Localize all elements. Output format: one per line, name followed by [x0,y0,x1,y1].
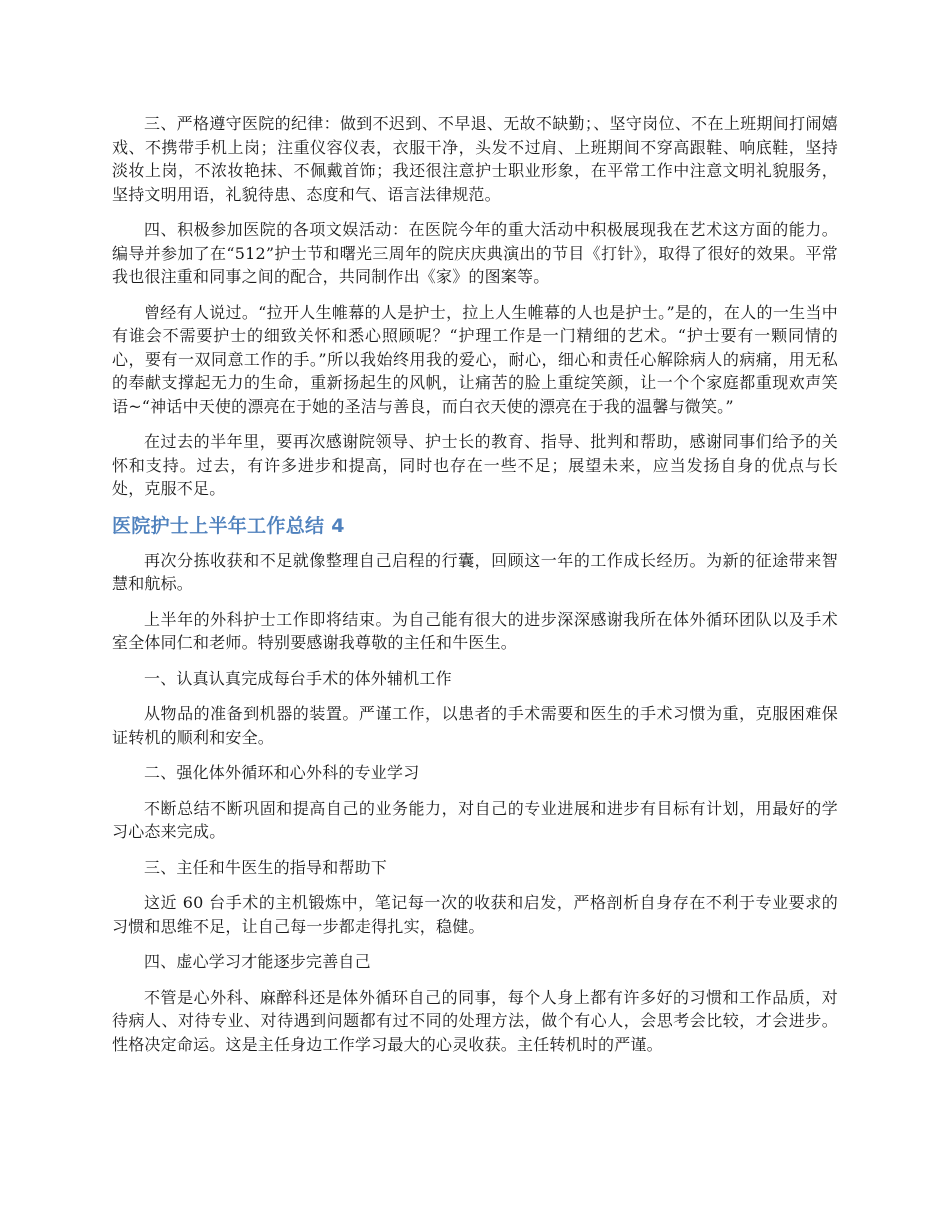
section-heading: 医院护士上半年工作总结 4 [112,514,345,537]
list-item-heading: 三、主任和牛医生的指导和帮助下 [144,857,388,877]
list-item-heading: 四、虚心学习才能逐步完善自己 [144,952,371,971]
paragraph: 从物品的准备到机器的装置。严谨工作，以患者的手术需要和医生的手术习惯为重，克服困难保证转机的顺利和安全。 [112,704,838,747]
document-page [112,112,838,1068]
paragraph: 上半年的外科护士工作即将结束。为自己能有很大的进步深深感谢我所在体外循环团队以及手术室全体同仁和老师。特别要感谢我尊敬的主任和牛医生。 [112,609,838,652]
list-item-heading: 二、强化体外循环和心外科的专业学习 [144,763,420,782]
paragraph: 这近 60 台手术的主机锻炼中，笔记每一次的收获和启发，严格剖析自身存在不利于专业要求的习惯和思维不足，让自己每一步都走得扎实，稳健。 [112,893,838,936]
paragraph: 四、积极参加医院的各项文娱活动：在医院今年的重大活动中积极展现我在艺术这方面的能力。编导并参加了在“512”护士节和曙光三周年的院庆庆典演出的节目《打针》，取得了很好的效果。平常我也很注重和同事之间的配合，共同制作出《家》的图案等。 [112,220,838,286]
list-item-heading: 一、认真认真完成每台手术的体外辅机工作 [144,668,452,688]
paragraph: 不管是心外科、麻醉科还是体外循环自己的同事，每个人身上都有许多好的习惯和工作品质，对待病人、对待专业、对待遇到问题都有过不同的处理方法，做个有心人，会思考会比较，才会进步。性格决定命运。这是主任身边工作学习最大的心灵收获。主任转机时的严谨。 [112,987,838,1054]
paragraph: 曾经有人说过。“拉开人生帷幕的人是护士，拉上人生帷幕的人也是护士。”是的，在人的一生当中有谁会不需要护士的细致关怀和悉心照顾呢？“护理工作是一门精细的艺术。“护士要有一颗同情的心，要有一双同意工作的手。”所以我始终用我的爱心，耐心，细心和责任心解除病人的病痛，用无私的奉献支撑起无力的生命，重新扬起生的风帆，让痛苦的脸上重绽笑颜，让一个个家庭都重现欢声笑语~“神话中天使的漂亮在于她的圣洁与善良，而白衣天使的漂亮在于我的温馨与微笑。” [112,302,838,416]
paragraph: 不断总结不断巩固和提高自己的业务能力，对自己的专业进展和进步有目标有计划，用最好的学习心态来完成。 [112,798,838,841]
paragraph: 在过去的半年里，要再次感谢院领导、护士长的教育、指导、批判和帮助，感谢同事们给予的关怀和支持。过去，有许多进步和提高，同时也存在一些不足；展望未来，应当发扬自身的优点与长处，克服不足。 [112,432,838,498]
paragraph: 再次分拣收获和不足就像整理自己启程的行囊，回顾这一年的工作成长经历。为新的征途带来智慧和航标。 [112,550,838,593]
paragraph: 三、严格遵守医院的纪律：做到不迟到、不早退、无故不缺勤；、坚守岗位、不在上班期间打闹嬉戏、不携带手机上岗；注重仪容仪表，衣服干净，头发不过肩、上班期间不穿高跟鞋、响底鞋，坚持淡妆上岗，不浓妆艳抹、不佩戴首饰；我还很注意护士职业形象，在平常工作中注意文明礼貌服务，坚持文明用语，礼貌待患、态度和气、语言法律规范。 [112,114,838,204]
